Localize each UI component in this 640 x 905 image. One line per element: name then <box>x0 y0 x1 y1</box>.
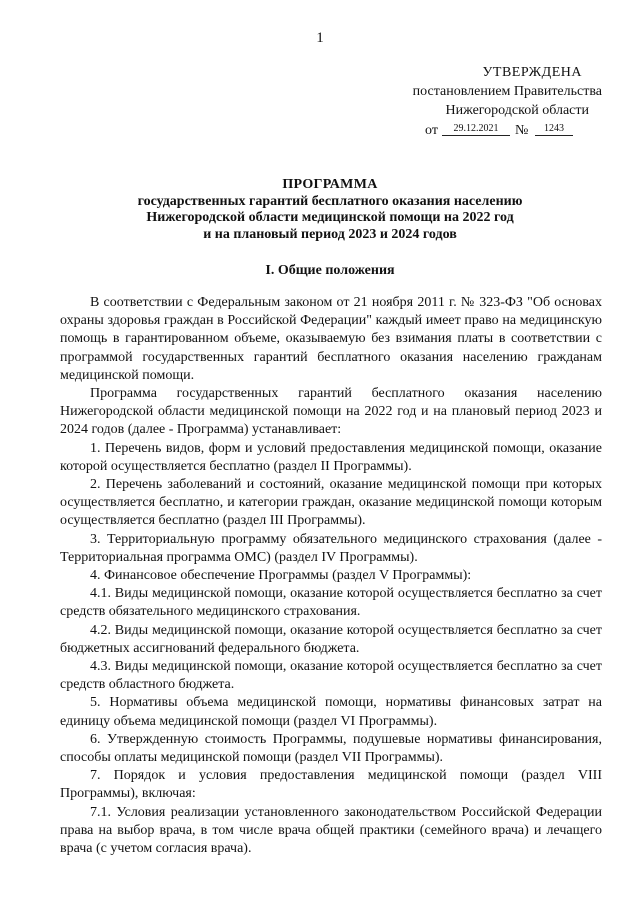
decree-date: 29.12.2021 <box>442 122 510 136</box>
paragraph: 4. Финансовое обеспечение Программы (раздел V Программы): <box>90 568 472 584</box>
from-label: от <box>425 123 438 138</box>
number-sign: № <box>515 123 529 138</box>
paragraph: 5. Нормативы объема медицинской помощи, нормативы финансовых затрат на единицу объема медицинской помощи (раздел VI Программы). <box>60 695 602 729</box>
date-number-line <box>380 121 620 141</box>
body-text <box>60 294 602 858</box>
paragraph: 7.1. Условия реализации установленного законодательством Российской Федерации права на выбор врача, в том числе врача общей практики (семейного врача) и лечащего врача (с учетом согласия врача). <box>60 804 602 857</box>
paragraph: 3. Территориальную программу обязательного медицинского страхования (далее - Территориальная программа ОМС) (раздел IV Программы). <box>60 531 602 565</box>
paragraph: 4.3. Виды медицинской помощи, оказание которой осуществляется бесплатно за счет средств областного бюджета. <box>60 659 602 693</box>
paragraph: 4.1. Виды медицинской помощи, оказание которой осуществляется бесплатно за счет средств обязательного медицинского страхования. <box>60 586 602 620</box>
paragraph: 4.2. Виды медицинской помощи, оказание которой осуществляется бесплатно за счет бюджетных ассигнований федерального бюджета. <box>60 622 602 656</box>
paragraph: В соответствии с Федеральным законом от 21 ноября 2011 г. № 323-ФЗ "Об основах охраны здоровья граждан в Российской Федерации" каждый имеет право на медицинскую помощь в гарантированном объеме, оказываемую без взимания платы в соответствии с программой государственных гарантий бесплатного оказания населению гражданам медицинской помощи. <box>60 295 602 383</box>
program-title <box>60 177 600 243</box>
paragraph: 6. Утвержденную стоимость Программы, подушевые нормативы финансирования, способы оплаты медицинской помощи (раздел VII Программы). <box>60 731 602 766</box>
section-heading: I. Общие положения <box>265 263 395 278</box>
paragraph: 2. Перечень заболеваний и состояний, оказание медицинской помощи при которых осуществляется бесплатно, и категории граждан, оказание медицинской помощи которым осуществляется бесплатно (раздел III Программы). <box>60 477 602 529</box>
approved-label: УТВЕРЖДЕНА <box>482 65 582 80</box>
approval-block <box>380 63 620 141</box>
page-number: 1 <box>316 30 324 46</box>
title-heading: ПРОГРАММА <box>282 177 378 192</box>
decree-line: постановлением Правительства <box>412 84 602 99</box>
title-line-1: государственных гарантий бесплатного оказания населению <box>137 193 523 209</box>
title-line-3: и на плановый период 2023 и 2024 годов <box>203 226 457 242</box>
paragraph: Программа государственных гарантий бесплатного оказания населению Нижегородской области медицинской помощи на 2022 год и на плановый период 2023 и 2024 годов (далее - Программа) устанавливает: <box>60 386 602 438</box>
region-line: Нижегородской области <box>445 103 589 118</box>
paragraph: 7. Порядок и условия предоставления медицинской помощи (раздел VIII Программы), включая: <box>60 768 602 802</box>
paragraph: 1. Перечень видов, форм и условий предоставления медицинской помощи, оказание которой осуществляется бесплатно (раздел II Программы). <box>60 440 602 474</box>
decree-number: 1243 <box>535 122 573 136</box>
title-line-2: Нижегородской области медицинской помощи на 2022 год <box>146 210 514 225</box>
